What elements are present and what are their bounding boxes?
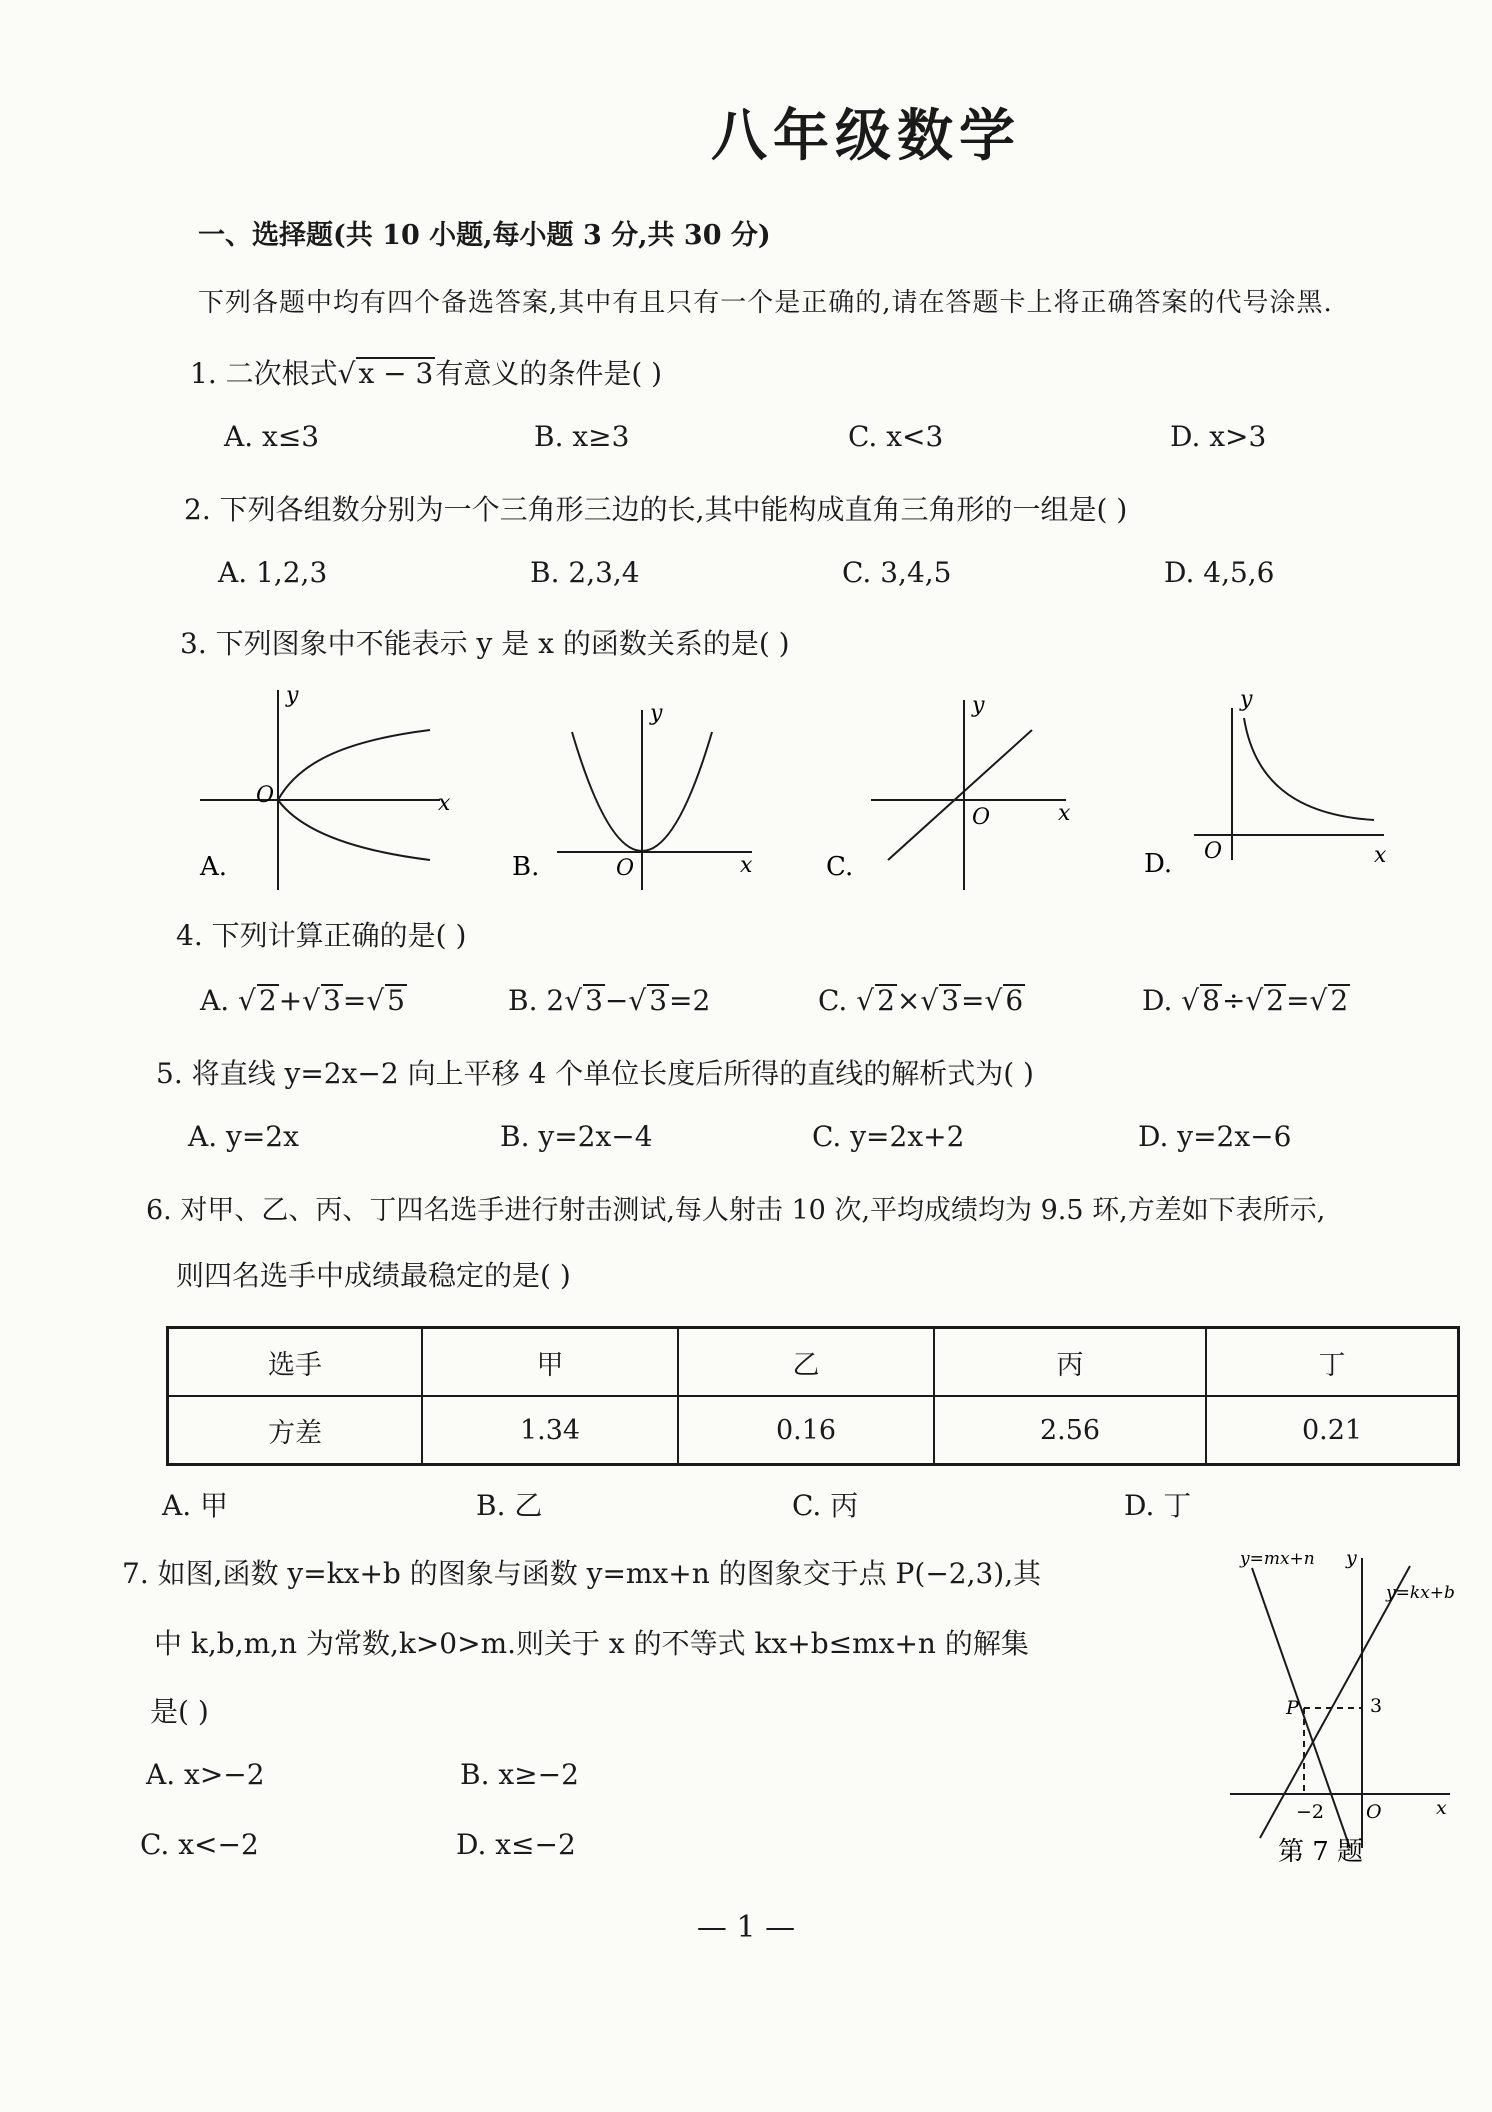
table-cell: 甲 bbox=[422, 1328, 678, 1397]
question-7-line1: 7. 如图,函数 y=kx+b 的图象与函数 y=mx+n 的图象交于点 P(−2,3),其 bbox=[122, 1557, 1042, 1590]
table-cell: 丁 bbox=[1206, 1328, 1459, 1397]
radicand: 6 bbox=[1005, 984, 1024, 1017]
graph-a-label: A. bbox=[200, 852, 228, 882]
radicand: 2 bbox=[877, 984, 895, 1017]
operator: = bbox=[1286, 984, 1310, 1017]
x-axis-label: x bbox=[1436, 1797, 1447, 1819]
q4-option-d bbox=[1142, 984, 1350, 1017]
label-y-value: 3 bbox=[1370, 1695, 1383, 1717]
question-1-suffix: 有意义的条件是( ) bbox=[435, 357, 663, 390]
q4-option-c bbox=[818, 984, 1025, 1017]
sqrt-symbol bbox=[856, 984, 874, 1017]
q1-option-b: B. x≥3 bbox=[534, 420, 630, 453]
sqrt-symbol bbox=[920, 984, 938, 1017]
graph-d bbox=[1144, 687, 1404, 894]
operator: − bbox=[604, 984, 629, 1017]
radicand: 2 bbox=[258, 984, 277, 1017]
graph-c-svg bbox=[826, 690, 1086, 890]
q5-option-d: D. y=2x−6 bbox=[1138, 1120, 1292, 1153]
q6-option-b: B. 乙 bbox=[476, 1489, 543, 1522]
radicand: 2 bbox=[1266, 984, 1285, 1017]
sqrt-symbol bbox=[1245, 984, 1263, 1017]
origin-label: O bbox=[1366, 1801, 1382, 1823]
question-1-radicand: x − 3 bbox=[358, 357, 434, 390]
graph-a-svg bbox=[200, 683, 460, 890]
curve-lower bbox=[278, 800, 430, 860]
table-cell: 丙 bbox=[934, 1328, 1206, 1397]
table-header-row bbox=[168, 1328, 1459, 1397]
table-row bbox=[168, 1396, 1459, 1465]
graph-c-label: C. bbox=[826, 852, 854, 882]
coefficient: 2 bbox=[546, 984, 565, 1017]
operator: = bbox=[342, 984, 367, 1017]
sqrt-symbol bbox=[366, 984, 384, 1017]
option-label: C. bbox=[818, 984, 848, 1017]
q5-option-a: A. y=2x bbox=[188, 1120, 299, 1153]
label-x-value: −2 bbox=[1296, 1801, 1325, 1823]
graph-d-label: D. bbox=[1144, 849, 1173, 879]
q2-option-b: B. 2,3,4 bbox=[530, 556, 640, 589]
x-axis-label: x bbox=[438, 791, 451, 816]
straight-line bbox=[888, 730, 1032, 860]
table-cell: 0.16 bbox=[678, 1396, 934, 1465]
q7-figure bbox=[1230, 1548, 1470, 1872]
label-line-kx-plus-b: y=kx+b bbox=[1386, 1583, 1455, 1603]
operator: × bbox=[896, 984, 921, 1017]
x-axis-label: x bbox=[740, 853, 753, 878]
question-6-line2: 则四名选手中成绩最稳定的是( ) bbox=[176, 1259, 571, 1292]
section-heading: 一、选择题(共 10 小题,每小题 3 分,共 30 分) bbox=[198, 220, 771, 251]
operator: ÷ bbox=[1221, 984, 1246, 1017]
y-axis-label: y bbox=[1346, 1547, 1357, 1569]
radicand: 5 bbox=[387, 984, 405, 1017]
label-line-mx-plus-n: y=mx+n bbox=[1240, 1549, 1315, 1569]
q7-figure-svg bbox=[1230, 1548, 1470, 1868]
y-axis-label: y bbox=[286, 683, 299, 708]
sqrt-symbol bbox=[1181, 984, 1199, 1017]
radicand: 3 bbox=[585, 984, 603, 1017]
question-1-prefix: 1. 二次根式 bbox=[190, 357, 338, 390]
option-label: A. bbox=[200, 984, 230, 1017]
origin-label: O bbox=[616, 856, 635, 881]
sqrt-symbol bbox=[564, 984, 582, 1017]
question-7-line2: 中 k,b,m,n 为常数,k>0>m.则关于 x 的不等式 kx+b≤mx+n 的解集 bbox=[154, 1627, 1029, 1660]
operator: = bbox=[961, 984, 985, 1017]
figure-caption: 第 7 题 bbox=[1278, 1837, 1364, 1867]
sqrt-symbol bbox=[628, 984, 646, 1017]
sqrt-symbol bbox=[302, 984, 320, 1017]
q7-option-d: D. x≤−2 bbox=[456, 1828, 576, 1861]
y-axis-label: y bbox=[1240, 687, 1253, 712]
variance-table bbox=[166, 1326, 1460, 1466]
question-5: 5. 将直线 y=2x−2 向上平移 4 个单位长度后所得的直线的解析式为( ) bbox=[156, 1057, 1034, 1090]
q6-option-d: D. 丁 bbox=[1124, 1489, 1192, 1522]
q2-option-d: D. 4,5,6 bbox=[1164, 556, 1275, 589]
question-1 bbox=[190, 352, 662, 392]
y-axis-label: y bbox=[972, 693, 985, 718]
option-label: B. bbox=[508, 984, 538, 1017]
question-2: 2. 下列各组数分别为一个三角形三边的长,其中能构成直角三角形的一组是( ) bbox=[184, 493, 1128, 526]
page-number: — 1 — bbox=[696, 1910, 796, 1945]
radicand: 2 bbox=[1330, 984, 1349, 1017]
x-axis-label: x bbox=[1374, 843, 1387, 868]
q7-option-c: C. x<−2 bbox=[140, 1828, 259, 1861]
q2-option-a: A. 1,2,3 bbox=[218, 556, 328, 589]
table-cell: 乙 bbox=[678, 1328, 934, 1397]
graph-b bbox=[512, 690, 772, 894]
origin-label: O bbox=[1204, 839, 1223, 864]
sqrt-symbol bbox=[1310, 984, 1328, 1017]
graph-a bbox=[200, 683, 460, 894]
table-cell: 2.56 bbox=[934, 1396, 1206, 1465]
sqrt-symbol bbox=[338, 357, 356, 390]
q6-option-c: C. 丙 bbox=[792, 1489, 859, 1522]
table-cell: 方差 bbox=[168, 1396, 423, 1465]
origin-label: O bbox=[256, 783, 275, 808]
curve-upper bbox=[278, 730, 430, 800]
q1-option-c: C. x<3 bbox=[848, 420, 944, 453]
option-label: D. bbox=[1142, 984, 1173, 1017]
operator: + bbox=[278, 984, 303, 1017]
graph-b-label: B. bbox=[512, 852, 540, 882]
table-cell: 1.34 bbox=[422, 1396, 678, 1465]
q1-option-a: A. x≤3 bbox=[224, 420, 320, 453]
result: =2 bbox=[669, 984, 711, 1017]
graph-c bbox=[826, 690, 1086, 894]
line-kx-plus-b bbox=[1260, 1566, 1410, 1838]
origin-label: O bbox=[972, 805, 991, 830]
question-6-line1: 6. 对甲、乙、丙、丁四名选手进行射击测试,每人射击 10 次,平均成绩均为 9.5 环,方差如下表所示, bbox=[146, 1195, 1326, 1226]
radicand: 8 bbox=[1202, 984, 1220, 1017]
q7-option-b: B. x≥−2 bbox=[460, 1758, 579, 1791]
table-cell: 选手 bbox=[168, 1328, 423, 1397]
q1-option-d: D. x>3 bbox=[1170, 420, 1267, 453]
label-point-p: P bbox=[1286, 1697, 1299, 1719]
y-axis-label: y bbox=[650, 701, 663, 726]
graph-d-svg bbox=[1144, 687, 1404, 890]
sqrt-symbol bbox=[985, 984, 1003, 1017]
radicand: 3 bbox=[649, 984, 668, 1017]
radicand: 3 bbox=[323, 984, 341, 1017]
q7-option-a: A. x>−2 bbox=[146, 1758, 265, 1791]
page-title: 八年级数学 bbox=[711, 103, 1021, 169]
question-7-line3: 是( ) bbox=[150, 1695, 209, 1728]
q5-option-b: B. y=2x−4 bbox=[500, 1120, 653, 1153]
radicand: 3 bbox=[941, 984, 960, 1017]
hyperbola-curve bbox=[1244, 718, 1374, 820]
question-4: 4. 下列计算正确的是( ) bbox=[176, 919, 467, 952]
question-3: 3. 下列图象中不能表示 y 是 x 的函数关系的是( ) bbox=[180, 627, 790, 660]
x-axis-label: x bbox=[1058, 801, 1071, 826]
q4-option-a bbox=[200, 984, 407, 1017]
table-cell: 0.21 bbox=[1206, 1396, 1459, 1465]
section-instruction: 下列各题中均有四个备选答案,其中有且只有一个是正确的,请在答题卡上将正确答案的代号涂黑. bbox=[198, 288, 1333, 318]
q6-option-a: A. 甲 bbox=[162, 1489, 229, 1522]
sqrt-symbol bbox=[238, 984, 256, 1017]
q5-option-c: C. y=2x+2 bbox=[812, 1120, 965, 1153]
graph-b-svg bbox=[512, 690, 772, 890]
q4-option-b bbox=[508, 984, 710, 1017]
q2-option-c: C. 3,4,5 bbox=[842, 556, 952, 589]
